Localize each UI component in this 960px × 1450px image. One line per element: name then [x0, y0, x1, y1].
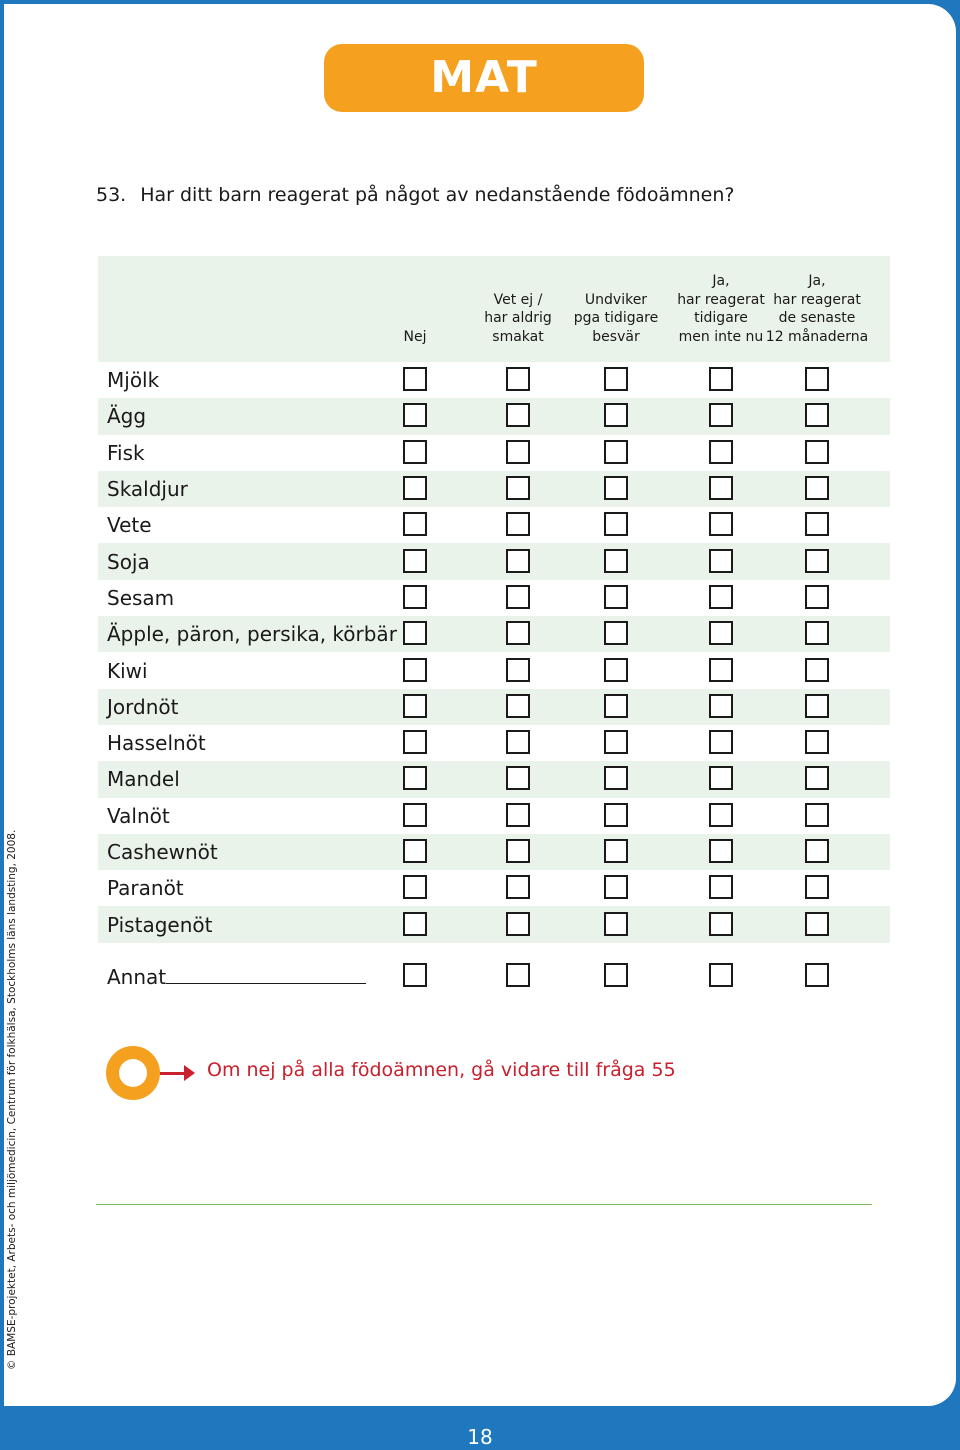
answer-checkbox[interactable]	[403, 963, 427, 987]
answer-checkbox[interactable]	[805, 549, 829, 573]
table-row	[98, 471, 890, 507]
answer-checkbox[interactable]	[506, 658, 530, 682]
answer-checkbox[interactable]	[506, 367, 530, 391]
answer-checkbox[interactable]	[403, 658, 427, 682]
food-label-text: Hasselnöt	[107, 731, 206, 756]
column-header-line: Ja,	[712, 273, 730, 289]
food-label	[107, 767, 180, 791]
table-row	[98, 652, 890, 688]
answer-checkbox[interactable]	[604, 476, 628, 500]
answer-checkbox[interactable]	[709, 658, 733, 682]
table-header	[98, 256, 890, 362]
column-header-line: Ja,	[808, 273, 826, 289]
table-row	[98, 906, 890, 942]
answer-checkbox[interactable]	[604, 963, 628, 987]
answer-checkbox[interactable]	[709, 367, 733, 391]
food-label-text: Pistagenöt	[107, 912, 213, 937]
answer-checkbox[interactable]	[709, 403, 733, 427]
column-header-line: smakat	[492, 328, 544, 345]
food-label	[107, 404, 146, 428]
answer-checkbox[interactable]	[403, 621, 427, 645]
answer-checkbox[interactable]	[709, 875, 733, 899]
question-text: Har ditt barn reagerat på något av nedanstående födoämnen?	[140, 184, 735, 206]
table-body	[98, 362, 890, 995]
column-header-line: har reagerat	[677, 291, 765, 308]
answer-checkbox[interactable]	[506, 730, 530, 754]
answer-checkbox[interactable]	[506, 766, 530, 790]
answer-checkbox[interactable]	[709, 694, 733, 718]
food-label-text: Fisk	[107, 440, 145, 465]
copyright-notice: © BAMSE-projektet, Arbets- och miljömedicin, Centrum för folkhälsa, Stockholms läns landsting, 2008.	[6, 829, 18, 1370]
answer-checkbox[interactable]	[506, 440, 530, 464]
answer-checkbox[interactable]	[604, 875, 628, 899]
answer-checkbox[interactable]	[709, 766, 733, 790]
column-header	[404, 328, 427, 347]
answer-checkbox[interactable]	[604, 621, 628, 645]
table-row	[98, 398, 890, 434]
answer-checkbox[interactable]	[403, 476, 427, 500]
table-row	[98, 616, 890, 652]
food-label-text: Soja	[107, 549, 150, 574]
answer-checkbox[interactable]	[805, 875, 829, 899]
column-header	[484, 291, 552, 347]
answer-checkbox[interactable]	[506, 403, 530, 427]
answer-checkbox[interactable]	[403, 549, 427, 573]
page-number: 18	[467, 1425, 493, 1449]
food-label	[107, 804, 170, 828]
answer-checkbox[interactable]	[403, 766, 427, 790]
answer-checkbox[interactable]	[506, 803, 530, 827]
answer-checkbox[interactable]	[506, 585, 530, 609]
answer-checkbox[interactable]	[506, 549, 530, 573]
orange-ring-icon	[106, 1046, 160, 1100]
food-label	[107, 659, 148, 683]
question	[96, 184, 735, 206]
answer-checkbox[interactable]	[506, 839, 530, 863]
food-label	[107, 876, 184, 900]
divider	[96, 1204, 872, 1205]
answer-checkbox[interactable]	[506, 512, 530, 536]
table-row	[98, 798, 890, 834]
food-label	[107, 550, 150, 574]
answer-checkbox[interactable]	[506, 912, 530, 936]
skip-instruction-text: Om nej på alla födoämnen, gå vidare till fråga 55	[207, 1059, 676, 1081]
food-label-text: Kiwi	[107, 658, 148, 683]
answer-checkbox[interactable]	[805, 963, 829, 987]
table-row	[98, 834, 890, 870]
answer-checkbox[interactable]	[709, 440, 733, 464]
answer-checkbox[interactable]	[805, 694, 829, 718]
column-header-line: har aldrig	[484, 310, 552, 326]
answer-checkbox[interactable]	[805, 912, 829, 936]
answer-checkbox[interactable]	[506, 621, 530, 645]
food-label	[107, 441, 145, 465]
answer-checkbox[interactable]	[604, 839, 628, 863]
column-header-line: besvär	[592, 328, 640, 345]
answer-checkbox[interactable]	[604, 440, 628, 464]
table-row	[98, 761, 890, 797]
annat-write-in-field[interactable]	[166, 969, 366, 984]
food-label-text: Valnöt	[107, 803, 170, 828]
answer-checkbox[interactable]	[403, 440, 427, 464]
answer-checkbox[interactable]	[403, 403, 427, 427]
answer-checkbox[interactable]	[604, 549, 628, 573]
food-label-text: Ägg	[107, 404, 147, 429]
answer-checkbox[interactable]	[709, 476, 733, 500]
answer-checkbox[interactable]	[604, 912, 628, 936]
answer-checkbox[interactable]	[805, 730, 829, 754]
answer-checkbox[interactable]	[805, 658, 829, 682]
answer-checkbox[interactable]	[805, 367, 829, 391]
food-label	[107, 965, 366, 989]
food-label-text: Jordnöt	[107, 694, 179, 719]
answer-checkbox[interactable]	[709, 549, 733, 573]
food-label-text: Annat	[107, 964, 167, 989]
answer-checkbox[interactable]	[403, 730, 427, 754]
food-table	[98, 256, 890, 995]
answer-checkbox[interactable]	[805, 403, 829, 427]
answer-checkbox[interactable]	[604, 803, 628, 827]
food-label	[107, 622, 397, 646]
column-header-line: men inte nu	[678, 328, 764, 345]
answer-checkbox[interactable]	[403, 875, 427, 899]
column-header-line: 12 månaderna	[765, 328, 869, 345]
answer-checkbox[interactable]	[805, 621, 829, 645]
column-header-line: Undviker	[584, 291, 648, 308]
food-label-text: Cashewnöt	[107, 840, 218, 864]
answer-checkbox[interactable]	[709, 963, 733, 987]
question-number: 53.	[96, 184, 127, 206]
answer-checkbox[interactable]	[709, 839, 733, 863]
answer-checkbox[interactable]	[805, 803, 829, 827]
answer-checkbox[interactable]	[506, 875, 530, 899]
food-label	[107, 368, 159, 392]
food-label-text: Sesam	[107, 585, 175, 610]
food-label	[107, 840, 218, 864]
answer-checkbox[interactable]	[709, 512, 733, 536]
answer-checkbox[interactable]	[709, 621, 733, 645]
food-label-text: Skaldjur	[107, 477, 188, 502]
table-row	[98, 725, 890, 761]
column-header-line: har reagerat	[773, 291, 861, 308]
page	[4, 4, 956, 1406]
answer-checkbox[interactable]	[709, 585, 733, 609]
answer-checkbox[interactable]	[403, 512, 427, 536]
food-label-text: Mjölk	[107, 368, 160, 393]
food-label	[107, 913, 212, 937]
answer-checkbox[interactable]	[805, 512, 829, 536]
column-header	[677, 272, 765, 346]
table-row	[98, 943, 890, 995]
answer-checkbox[interactable]	[604, 403, 628, 427]
answer-checkbox[interactable]	[403, 803, 427, 827]
answer-checkbox[interactable]	[709, 803, 733, 827]
food-label	[107, 477, 188, 501]
answer-checkbox[interactable]	[604, 766, 628, 790]
answer-checkbox[interactable]	[506, 694, 530, 718]
food-label-text: Äpple, päron, persika, körbär	[107, 622, 397, 647]
answer-checkbox[interactable]	[403, 694, 427, 718]
answer-checkbox[interactable]	[403, 839, 427, 863]
food-label-text: Paranöt	[107, 876, 184, 901]
food-label	[107, 513, 152, 537]
answer-checkbox[interactable]	[506, 476, 530, 500]
answer-checkbox[interactable]	[506, 963, 530, 987]
column-header	[766, 272, 868, 346]
arrow-head-icon	[184, 1065, 195, 1081]
food-label	[107, 731, 206, 755]
answer-checkbox[interactable]	[403, 367, 427, 391]
answer-checkbox[interactable]	[805, 839, 829, 863]
answer-checkbox[interactable]	[604, 512, 628, 536]
answer-checkbox[interactable]	[709, 730, 733, 754]
column-header-line: Nej	[403, 328, 427, 345]
column-header-line: tidigare	[694, 310, 748, 326]
column-header-line: de senaste	[778, 310, 856, 326]
column-header-line: Vet ej /	[493, 291, 543, 308]
table-row	[98, 362, 890, 398]
food-label	[107, 695, 178, 719]
answer-checkbox[interactable]	[604, 367, 628, 391]
food-label-text: Mandel	[107, 767, 180, 792]
table-row	[98, 507, 890, 543]
answer-checkbox[interactable]	[805, 440, 829, 464]
table-row	[98, 543, 890, 579]
answer-checkbox[interactable]	[805, 766, 829, 790]
table-row	[98, 580, 890, 616]
section-banner: MAT	[324, 44, 644, 112]
answer-checkbox[interactable]	[403, 585, 427, 609]
food-label	[107, 586, 174, 610]
skip-instruction	[106, 1046, 806, 1102]
table-row	[98, 689, 890, 725]
food-label-text: Vete	[107, 513, 152, 538]
column-header-line: pga tidigare	[573, 310, 659, 326]
answer-checkbox[interactable]	[805, 476, 829, 500]
answer-checkbox[interactable]	[604, 730, 628, 754]
answer-checkbox[interactable]	[403, 912, 427, 936]
answer-checkbox[interactable]	[604, 694, 628, 718]
answer-checkbox[interactable]	[805, 585, 829, 609]
table-row	[98, 435, 890, 471]
answer-checkbox[interactable]	[604, 658, 628, 682]
table-row	[98, 870, 890, 906]
column-header	[574, 291, 659, 347]
answer-checkbox[interactable]	[604, 585, 628, 609]
answer-checkbox[interactable]	[709, 912, 733, 936]
